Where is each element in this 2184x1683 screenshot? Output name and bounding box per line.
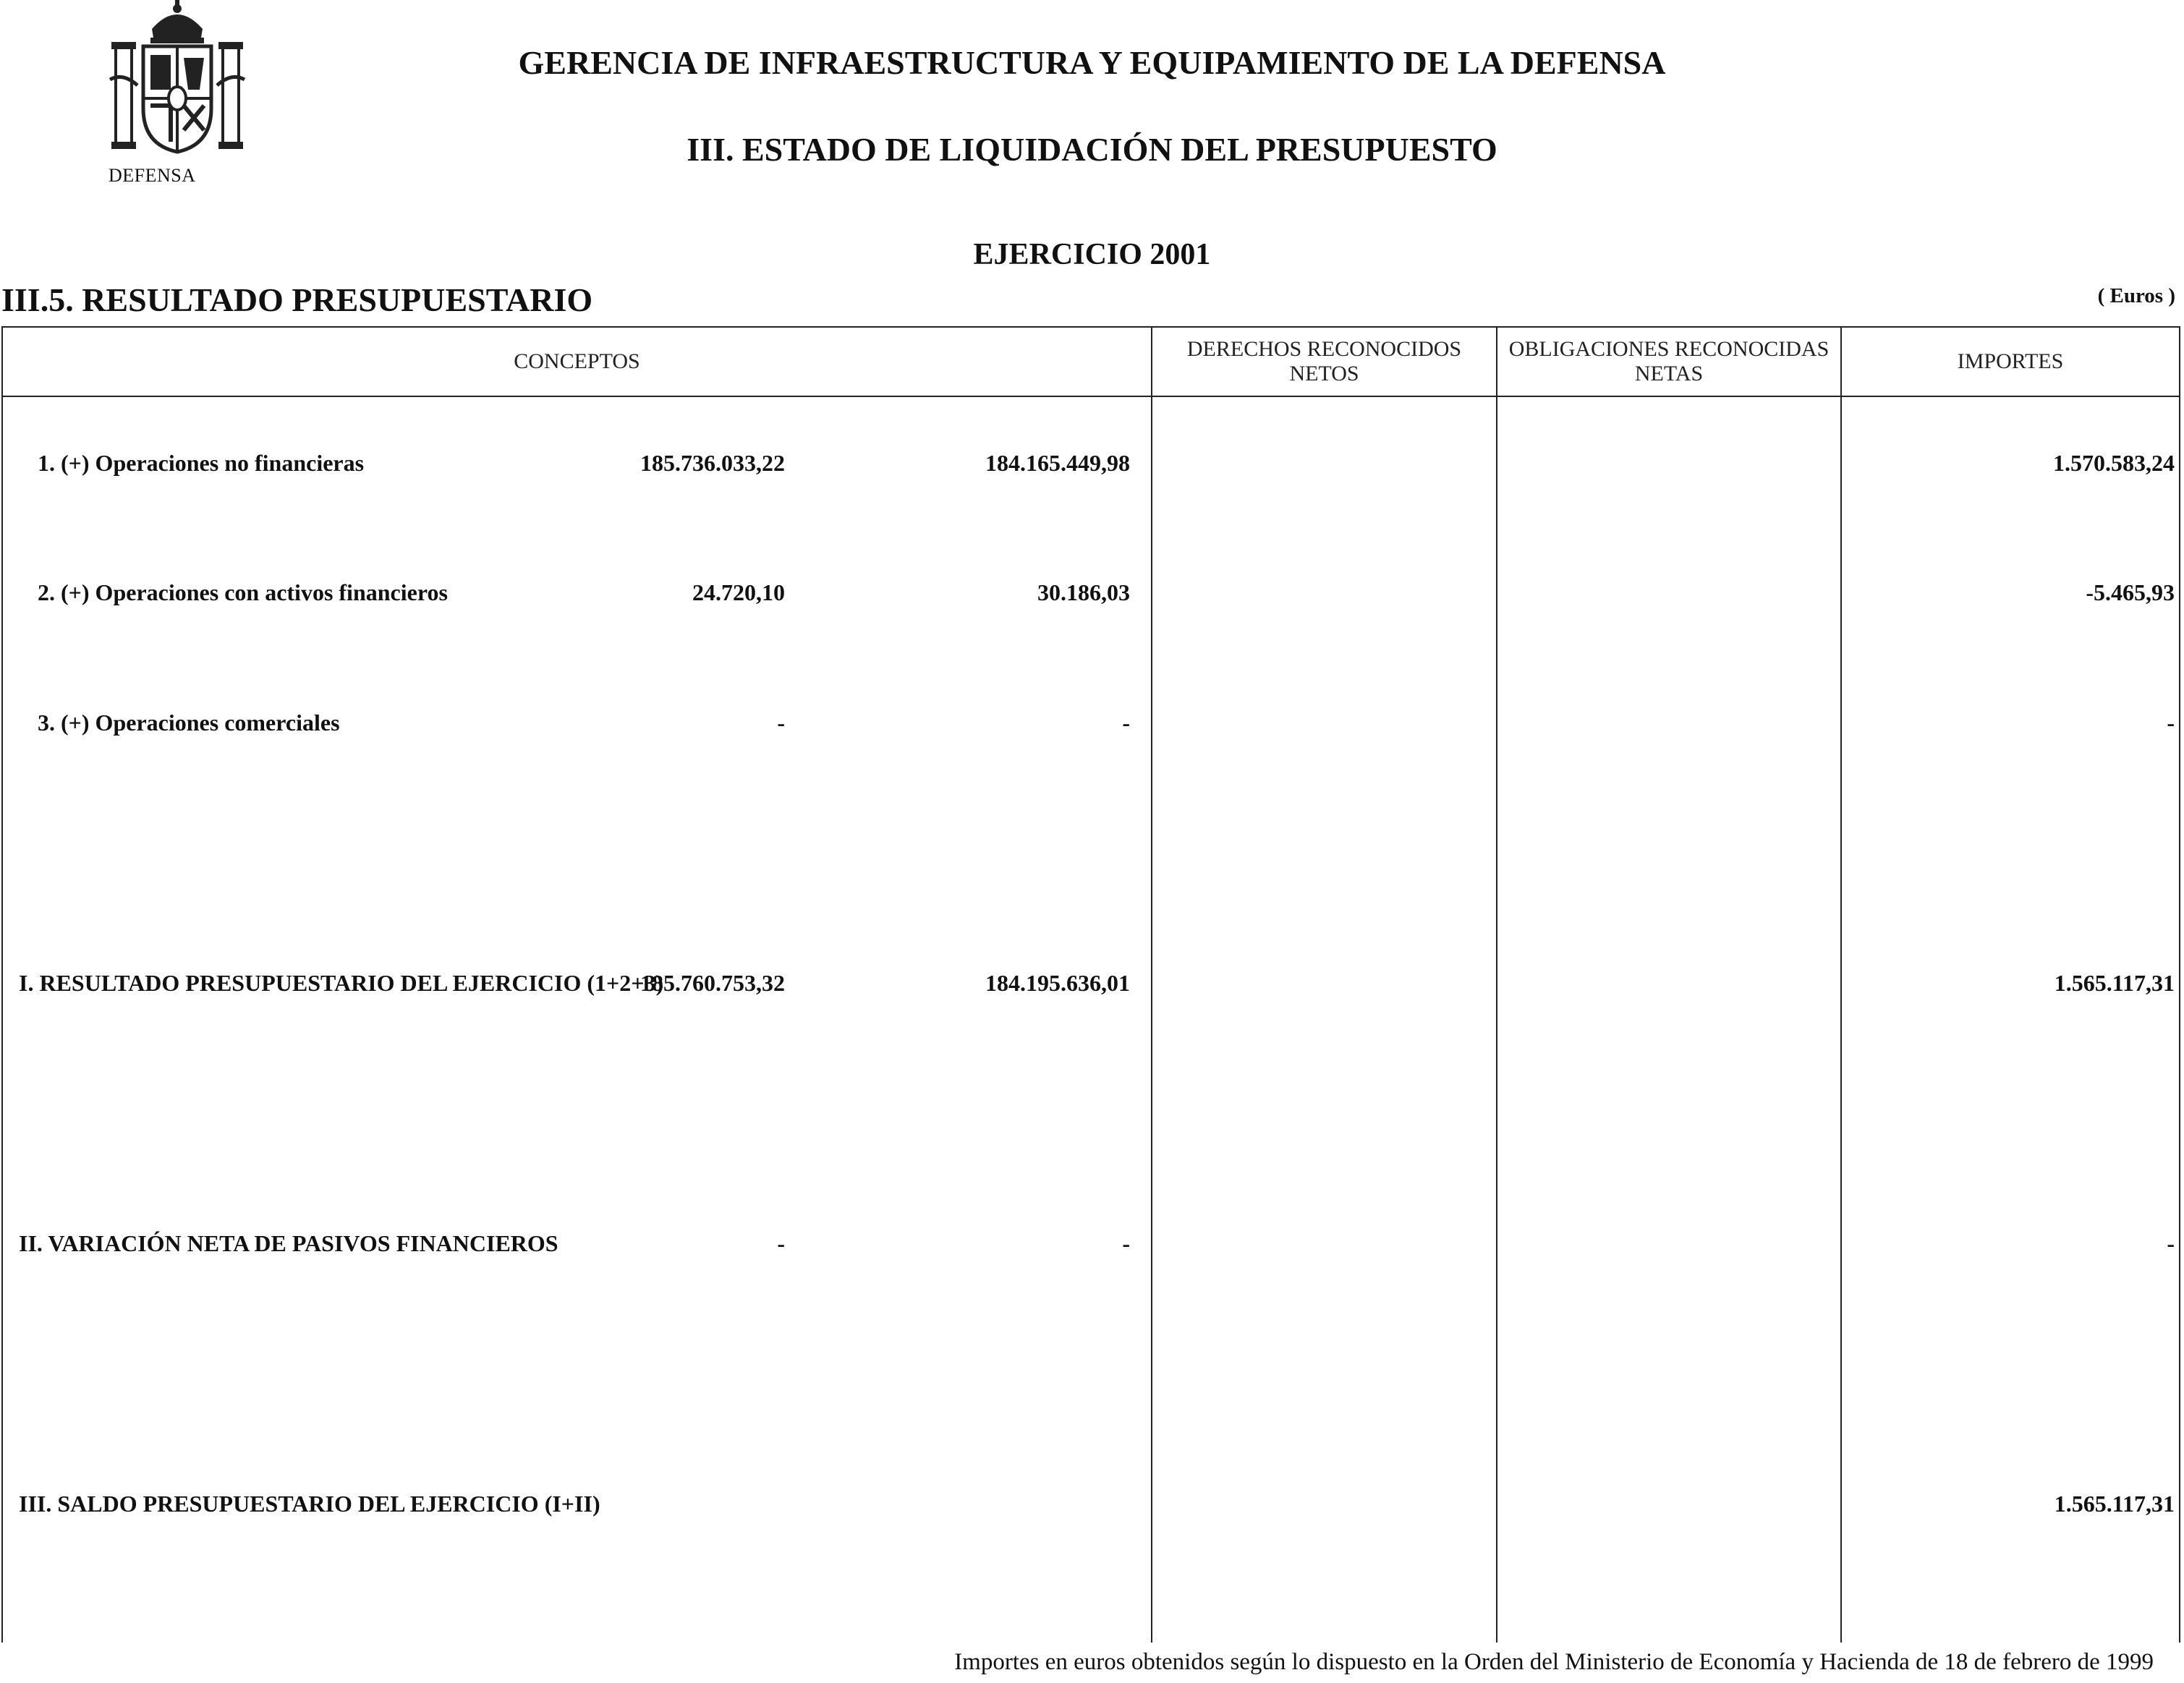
units-label: ( Euros ) (2097, 284, 2175, 307)
row-value-obligaciones: 184.195.636,01 (985, 970, 1130, 996)
budget-result-table (1, 326, 2180, 1642)
row-label-operaciones-comerciales: 3. (+) Operaciones comerciales (38, 710, 340, 736)
column-header-conceptos (3, 328, 1151, 396)
row-label-variacion-pasivos: II. VARIACIÓN NETA DE PASIVOS FINANCIEROS (19, 1230, 558, 1256)
column-divider (1496, 328, 1497, 1642)
section-title: III. ESTADO DE LIQUIDACIÓN DEL PRESUPUESTO (687, 131, 1497, 168)
subsection-title: III.5. RESULTADO PRESUPUESTARIO (1, 281, 593, 318)
row-value-obligaciones: 184.165.449,98 (985, 450, 1130, 476)
exercise-year: EJERCICIO 2001 (973, 238, 1211, 271)
column-header-derechos-line1: DERECHOS RECONOCIDOS (1186, 337, 1462, 361)
column-header-obligaciones (1497, 328, 1840, 396)
row-value-importes: 1.565.117,31 (2054, 970, 2175, 996)
row-value-importes: 1.570.583,24 (2053, 450, 2175, 476)
row-value-derechos: 24.720,10 (692, 579, 785, 605)
row-label-resultado-presupuestario: I. RESULTADO PRESUPUESTARIO DEL EJERCICIO (1+2+3) (19, 970, 664, 996)
organization-title-text: GERENCIA DE INFRAESTRUCTURA Y EQUIPAMIENTO DE LA DEFENSA (518, 44, 1666, 81)
row-label-operaciones-activos-financieros: 2. (+) Operaciones con activos financieros (38, 579, 448, 605)
row-value-derechos: - (777, 1230, 785, 1256)
row-value-obligaciones: 30.186,03 (1037, 579, 1130, 605)
header-divider (3, 396, 2179, 397)
column-header-obligaciones-line1: OBLIGACIONES RECONOCIDAS (1508, 337, 1830, 361)
column-header-derechos-line2: NETOS (1289, 362, 1359, 385)
row-value-obligaciones: - (1122, 1230, 1130, 1256)
column-divider (1840, 328, 1842, 1642)
column-header-importes (1842, 328, 2179, 396)
row-value-importes: - (2167, 710, 2175, 736)
column-header-derechos (1152, 328, 1496, 396)
row-value-importes: - (2167, 1230, 2175, 1256)
row-value-derechos: - (777, 710, 785, 736)
footnote: Importes en euros obtenidos según lo dispuesto en la Orden del Ministerio de Economía y Hacienda de 18 de febrero de 1999 (954, 1649, 2154, 1675)
column-divider (1151, 328, 1152, 1642)
column-header-conceptos-text: CONCEPTOS (514, 349, 640, 373)
row-value-derechos: 185.760.753,32 (640, 970, 785, 996)
crest-label: DEFENSA (109, 165, 196, 186)
column-header-importes-text: IMPORTES (1957, 349, 2064, 373)
row-value-importes: -5.465,93 (2086, 579, 2175, 605)
organization-title (0, 43, 2184, 82)
column-header-obligaciones-line2: NETAS (1634, 362, 1704, 385)
row-value-importes: 1.565.117,31 (2054, 1491, 2175, 1517)
row-value-derechos: 185.736.033,22 (640, 450, 785, 476)
row-label-operaciones-no-financieras: 1. (+) Operaciones no financieras (38, 450, 365, 476)
row-label-saldo-presupuestario: III. SALDO PRESUPUESTARIO DEL EJERCICIO (I+II) (19, 1491, 600, 1517)
row-value-obligaciones: - (1122, 710, 1130, 736)
